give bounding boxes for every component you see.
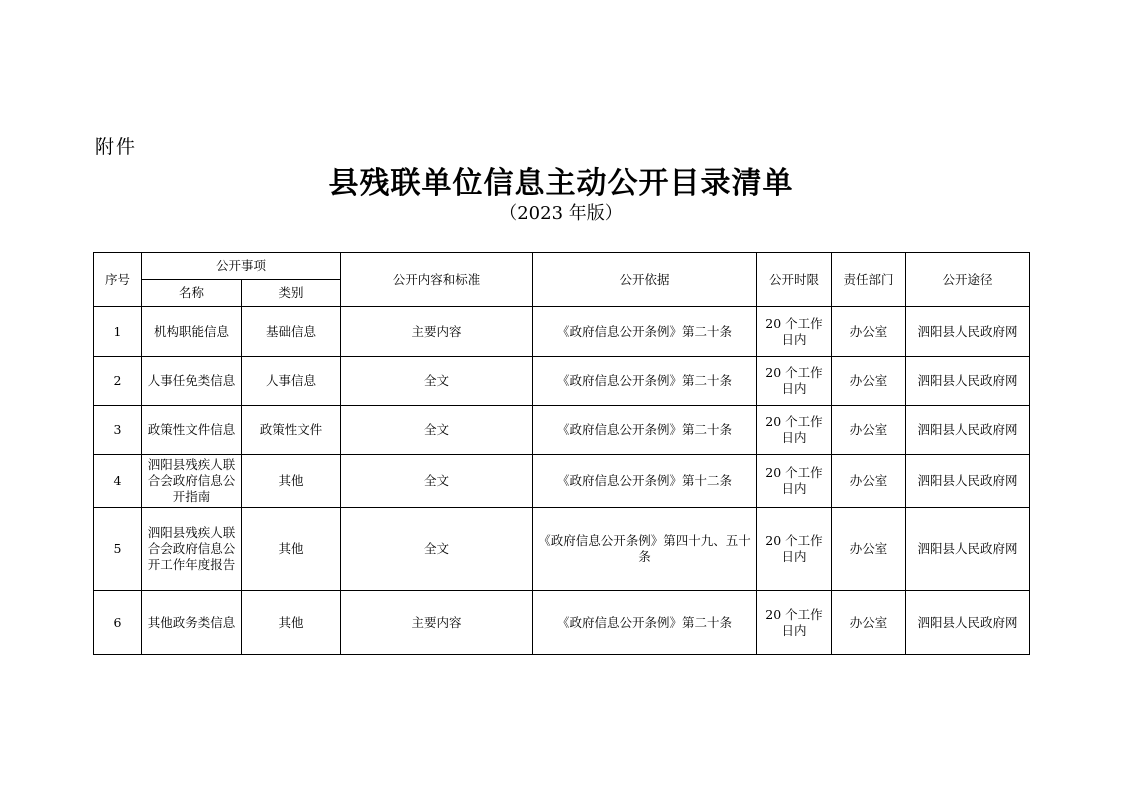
cell-seq: 3 bbox=[94, 406, 142, 455]
cell-time-limit: 20 个工作日内 bbox=[757, 591, 832, 655]
cell-channel: 泗阳县人民政府网 bbox=[906, 406, 1030, 455]
cell-channel: 泗阳县人民政府网 bbox=[906, 307, 1030, 357]
cell-time-limit: 20 个工作日内 bbox=[757, 406, 832, 455]
cell-content: 全文 bbox=[341, 508, 533, 591]
cell-basis: 《政府信息公开条例》第二十条 bbox=[533, 357, 757, 406]
header-category: 类别 bbox=[242, 280, 341, 307]
header-department: 责任部门 bbox=[832, 253, 906, 307]
attachment-label: 附件 bbox=[95, 136, 138, 158]
document-subtitle: （2023 年版） bbox=[499, 203, 623, 224]
cell-content: 全文 bbox=[341, 455, 533, 508]
cell-category: 其他 bbox=[242, 455, 341, 508]
cell-channel: 泗阳县人民政府网 bbox=[906, 508, 1030, 591]
table-row bbox=[94, 406, 1030, 455]
cell-department: 办公室 bbox=[832, 455, 906, 508]
header-time-limit: 公开时限 bbox=[757, 253, 832, 307]
table-row bbox=[94, 357, 1030, 406]
document-title: 县残联单位信息主动公开目录清单 bbox=[328, 166, 794, 201]
cell-name: 泗阳县残疾人联合会政府信息公开指南 bbox=[142, 455, 242, 508]
cell-time-limit: 20 个工作日内 bbox=[757, 508, 832, 591]
cell-content: 主要内容 bbox=[341, 591, 533, 655]
cell-department: 办公室 bbox=[832, 406, 906, 455]
header-item-group: 公开事项 bbox=[142, 253, 341, 280]
cell-time-limit: 20 个工作日内 bbox=[757, 307, 832, 357]
cell-basis: 《政府信息公开条例》第二十条 bbox=[533, 307, 757, 357]
cell-name: 人事任免类信息 bbox=[142, 357, 242, 406]
cell-name: 政策性文件信息 bbox=[142, 406, 242, 455]
cell-category: 其他 bbox=[242, 508, 341, 591]
cell-basis: 《政府信息公开条例》第二十条 bbox=[533, 406, 757, 455]
cell-time-limit: 20 个工作日内 bbox=[757, 357, 832, 406]
cell-seq: 4 bbox=[94, 455, 142, 508]
cell-content: 全文 bbox=[341, 357, 533, 406]
header-content: 公开内容和标准 bbox=[341, 253, 533, 307]
cell-category: 人事信息 bbox=[242, 357, 341, 406]
cell-seq: 5 bbox=[94, 508, 142, 591]
cell-channel: 泗阳县人民政府网 bbox=[906, 357, 1030, 406]
header-basis: 公开依据 bbox=[533, 253, 757, 307]
cell-channel: 泗阳县人民政府网 bbox=[906, 591, 1030, 655]
cell-basis: 《政府信息公开条例》第二十条 bbox=[533, 591, 757, 655]
cell-seq: 6 bbox=[94, 591, 142, 655]
cell-name: 机构职能信息 bbox=[142, 307, 242, 357]
cell-department: 办公室 bbox=[832, 508, 906, 591]
table-row bbox=[94, 455, 1030, 508]
cell-content: 主要内容 bbox=[341, 307, 533, 357]
header-seq: 序号 bbox=[94, 253, 142, 307]
cell-department: 办公室 bbox=[832, 357, 906, 406]
table-row bbox=[94, 508, 1030, 591]
cell-channel: 泗阳县人民政府网 bbox=[906, 455, 1030, 508]
cell-category: 基础信息 bbox=[242, 307, 341, 357]
header-name: 名称 bbox=[142, 280, 242, 307]
header-channel: 公开途径 bbox=[906, 253, 1030, 307]
cell-department: 办公室 bbox=[832, 307, 906, 357]
cell-time-limit: 20 个工作日内 bbox=[757, 455, 832, 508]
cell-content: 全文 bbox=[341, 406, 533, 455]
cell-category: 其他 bbox=[242, 591, 341, 655]
cell-name: 其他政务类信息 bbox=[142, 591, 242, 655]
cell-category: 政策性文件 bbox=[242, 406, 341, 455]
table-row bbox=[94, 591, 1030, 655]
cell-name: 泗阳县残疾人联合会政府信息公开工作年度报告 bbox=[142, 508, 242, 591]
cell-basis: 《政府信息公开条例》第四十九、五十条 bbox=[533, 508, 757, 591]
cell-basis: 《政府信息公开条例》第十二条 bbox=[533, 455, 757, 508]
cell-seq: 1 bbox=[94, 307, 142, 357]
table-row bbox=[94, 307, 1030, 357]
cell-department: 办公室 bbox=[832, 591, 906, 655]
disclosure-catalog-table bbox=[93, 252, 1030, 655]
cell-seq: 2 bbox=[94, 357, 142, 406]
